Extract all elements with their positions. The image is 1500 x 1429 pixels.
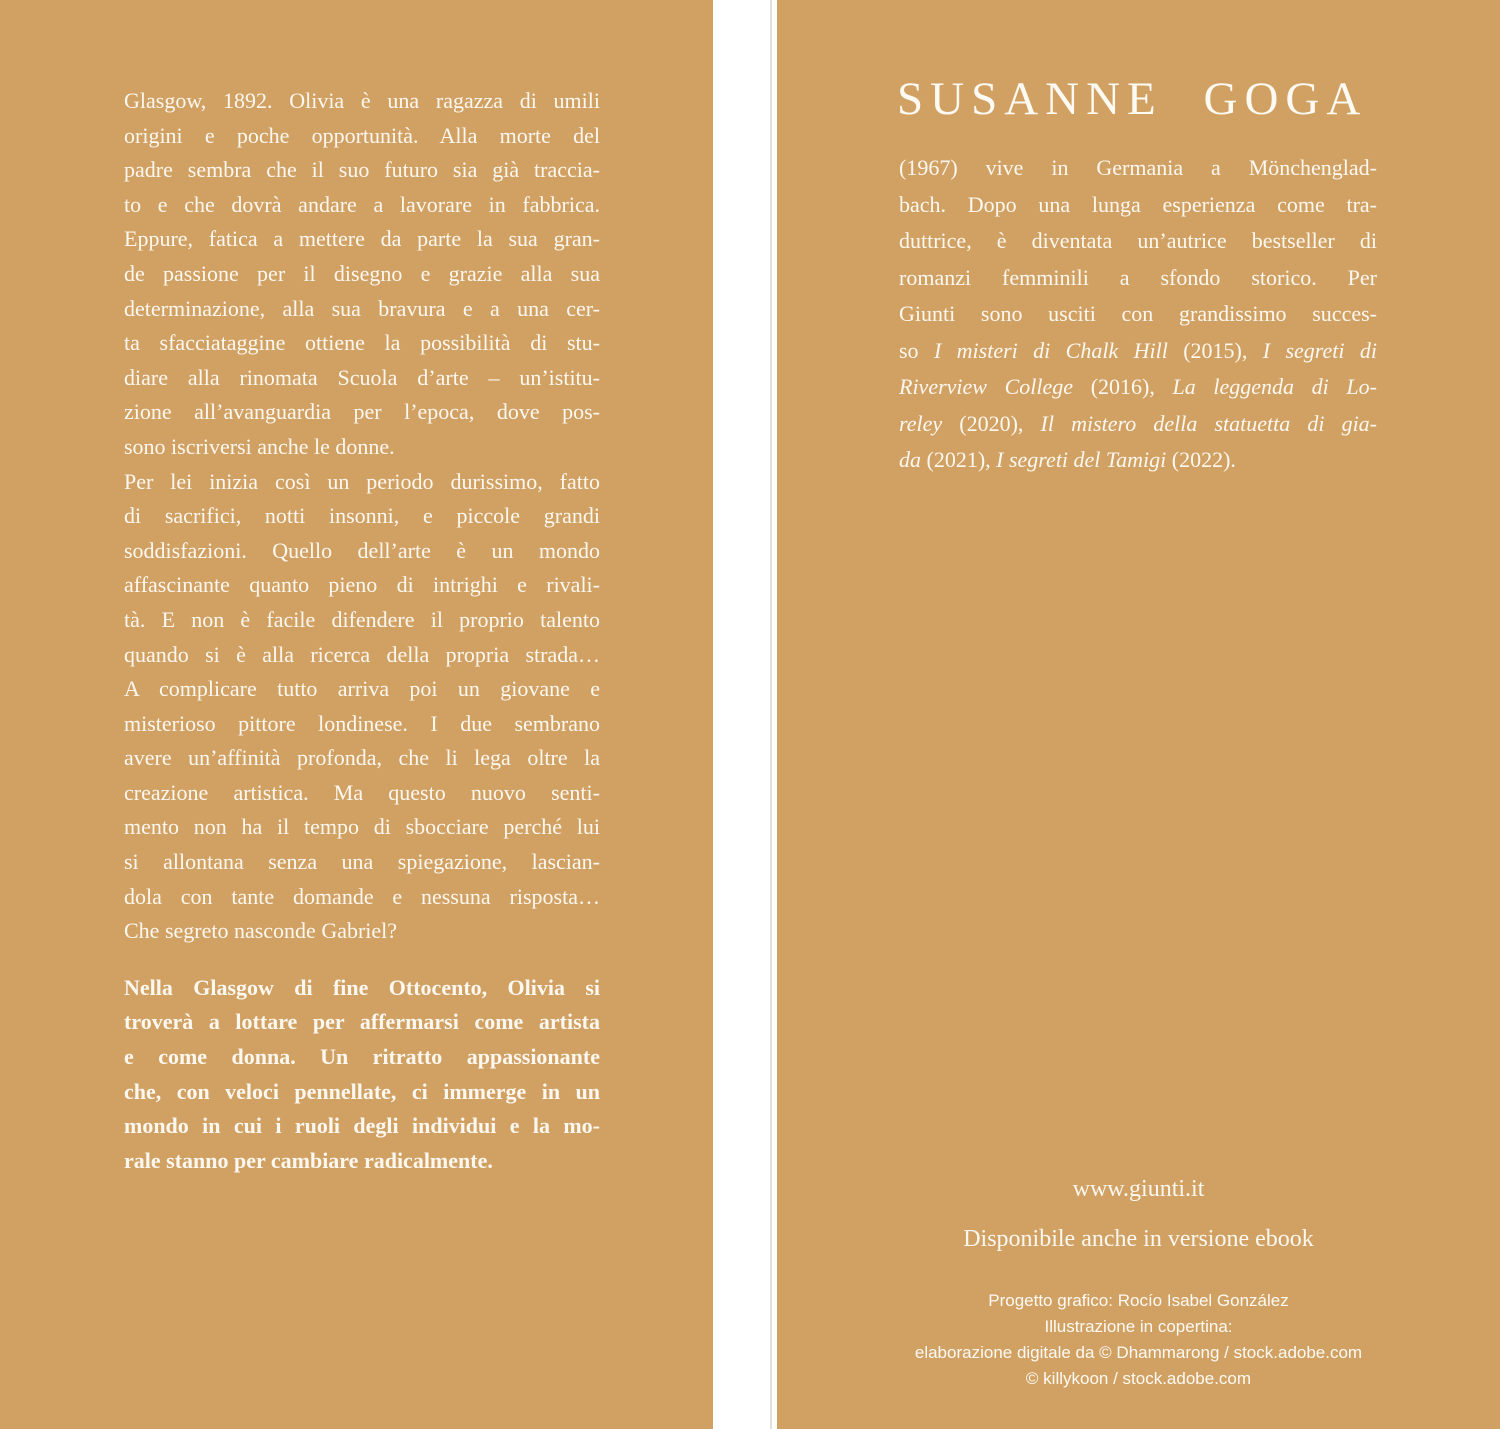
text-line: avere un’affinità profonda, che li lega oltre la (124, 745, 600, 771)
ebook-availability-note: Disponibile anche in versione ebook (963, 1226, 1314, 1252)
text-line: si allontana senza una spiegazione, lascian- (124, 849, 600, 875)
text-line: to e che dovrà andare a lavorare in fabbrica. (124, 191, 600, 217)
text-line: soddisfazioni. Quello dell’arte è un mondo (124, 537, 600, 563)
text-line: creazione artistica. Ma questo nuovo senti- (124, 779, 600, 805)
text-line: de passione per il disegno e grazie alla sua (124, 260, 600, 286)
text-line: di sacrifici, notti insonni, e piccole grandi (124, 503, 600, 529)
text-line: rale stanno per cambiare radicalmente. (124, 1147, 493, 1173)
text-line: troverà a lottare per affermarsi come artista (124, 1009, 600, 1035)
blurb-paragraph-3-highlight (124, 971, 600, 1179)
text-line: A complicare tutto arriva poi un giovane e (124, 676, 600, 702)
text-line: diare alla rinomata Scuola d’arte – un’istitu- (124, 364, 600, 390)
author-bio (899, 150, 1377, 479)
text-line: dola con tante domande e nessuna risposta… (124, 883, 600, 909)
text-line: ta sfacciataggine ottiene la possibilità di stu- (124, 330, 600, 356)
text-line: quando si è alla ricerca della propria strada… (124, 641, 600, 667)
text-line: affascinante quanto pieno di intrighi e rivali- (124, 572, 600, 598)
right-flap-panel (777, 0, 1500, 1429)
blurb-paragraph-1 (124, 84, 600, 465)
text-line: mondo in cui i ruoli degli individui e la mo- (124, 1113, 600, 1139)
text-line: Giunti sono usciti con grandissimo succes- (899, 301, 1377, 326)
text-line: zione all’avanguardia per l’epoca, dove pos- (124, 399, 600, 425)
flap-fold-line (770, 0, 772, 1429)
text-line: Illustrazione in copertina: (1044, 1317, 1233, 1336)
text-line: determinazione, alla sua bravura e a una cer- (124, 295, 600, 321)
text-line: © killykoon / stock.adobe.com (1025, 1369, 1252, 1388)
text-line: (1967) vive in Germania a Mönchenglad- (899, 155, 1377, 180)
text-line: Che segreto nasconde Gabriel? (124, 918, 398, 944)
text-line: so I misteri di Chalk Hill (2015), I segreti di (899, 337, 1378, 363)
text-line: Eppure, fatica a mettere da parte la sua gran- (124, 226, 600, 252)
text-line: Riverview College (2016), La leggenda di Lo- (899, 374, 1377, 399)
text-line: elaborazione digitale da © Dhammarong / stock.adobe.com (914, 1343, 1363, 1362)
text-line: padre sembra che il suo futuro sia già traccia- (124, 157, 600, 183)
author-name: SUSANNE GOGA (897, 73, 1368, 125)
text-line: bach. Dopo una lunga esperienza come tra- (899, 191, 1377, 217)
left-flap-panel (0, 0, 713, 1429)
text-line: duttrice, è diventata un’autrice bestseller di (899, 228, 1377, 253)
text-line: Progetto grafico: Rocío Isabel González (988, 1291, 1289, 1310)
text-line: misterioso pittore londinese. I due sembrano (124, 710, 600, 736)
blurb-paragraph-2 (124, 465, 600, 949)
book-blurb (124, 84, 600, 1178)
text-line: mento non ha il tempo di sbocciare perché lui (124, 814, 600, 840)
text-line: da (2021), I segreti del Tamigi (2022). (899, 447, 1236, 472)
text-line: e come donna. Un ritratto appassionante (124, 1044, 600, 1070)
text-line: sono iscriversi anche le donne. (124, 433, 395, 459)
website-url: www.giunti.it (1072, 1176, 1205, 1202)
text-line: reley (2020), Il mistero della statuetta di gia- (899, 410, 1378, 436)
text-line: Per lei inizia così un periodo durissimo, fatto (124, 468, 600, 494)
text-line: romanzi femminili a sfondo storico. Per (899, 264, 1377, 290)
text-line: Glasgow, 1892. Olivia è una ragazza di umili (124, 88, 600, 113)
design-credits (777, 1288, 1500, 1392)
text-line: tà. E non è facile difendere il proprio talento (124, 606, 600, 632)
text-line: Nella Glasgow di fine Ottocento, Olivia si (124, 974, 600, 1000)
text-line: origini e poche opportunità. Alla morte del (124, 122, 600, 148)
text-line: che, con veloci pennellate, ci immerge in un (124, 1078, 600, 1104)
